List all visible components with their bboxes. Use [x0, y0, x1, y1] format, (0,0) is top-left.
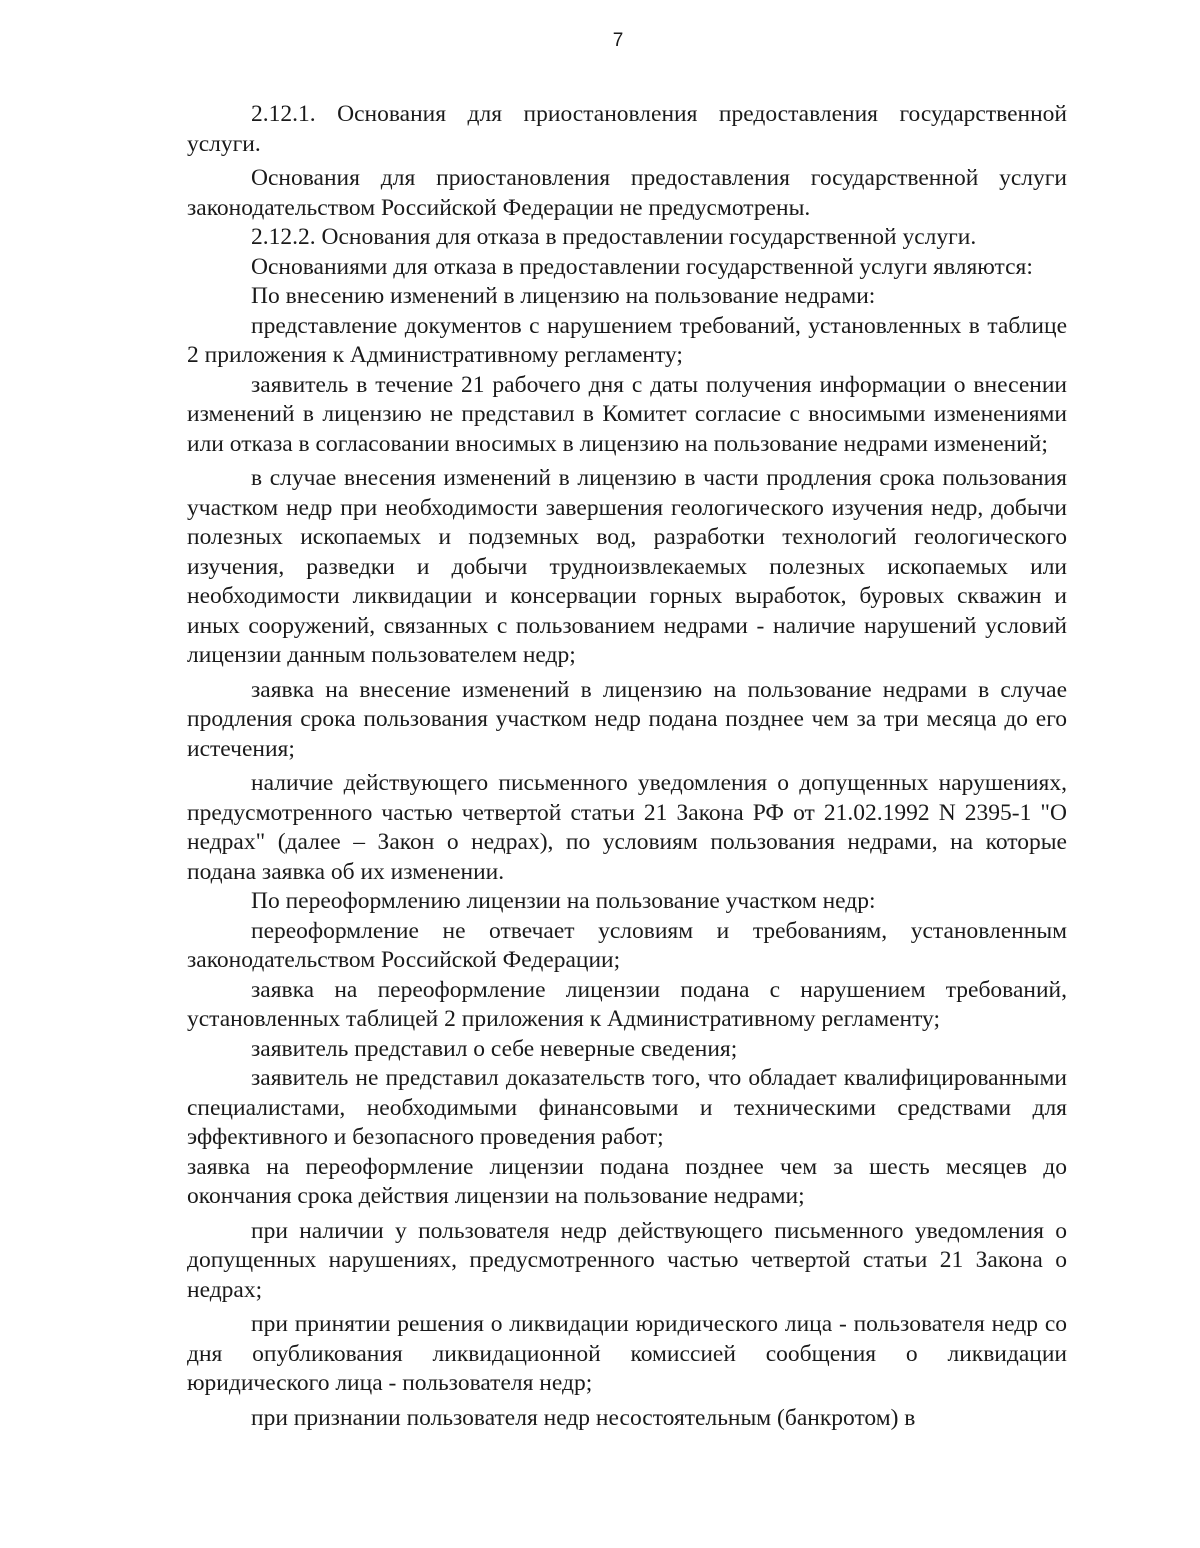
list-item: заявка на внесение изменений в лицензию на пользование недрами в случае продления срока пользования участком недр подана позднее чем за три месяца до его истечения; — [187, 676, 1067, 762]
list-item: при принятии решения о ликвидации юридического лица - пользователя недр со дня опубликования ликвидационной комиссией сообщения о ликвидации юридического лица - пользователя недр; — [187, 1311, 1067, 1396]
list-item: заявитель в течение 21 рабочего дня с даты получения информации о внесении изменений в лицензию не представил в Комитет согласие с вносимыми изменениями или отказа в согласовании вносимых в лицензию на пользование недрами изменений; — [187, 371, 1067, 457]
list-item: переоформление не отвечает условиям и требованиям, установленным законодательством Российской Федерации; — [187, 917, 1067, 973]
list-item: при наличии у пользователя недр действующего письменного уведомления о допущенных нарушениях, предусмотренного частью четвертой статьи 21 Закона о недрах; — [187, 1217, 1067, 1303]
list-item: заявитель представил о себе неверные сведения; — [251, 1035, 738, 1062]
paragraph: Основания для приостановления предоставления государственной услуги законодательством Российской Федерации не предусмотрены. — [187, 165, 1067, 221]
list-item: заявка на переоформление лицензии подана позднее чем за шесть месяцев до окончания срока действия лицензии на пользование недрами; — [187, 1153, 1067, 1209]
list-item: в случае внесения изменений в лицензию в части продления срока пользования участком недр при необходимости завершения геологического изучения недр, добычи полезных ископаемых и подземных вод, разработки технологий геологического изучения, разведки и добычи трудноизвлекаемых полезных ископаемых или необходимости ликвидации и консервации горных выработок, буровых скважин и иных сооружений, связанных с пользованием недрами - наличие нарушений условий лицензии данным пользователем недр; — [187, 465, 1067, 668]
list-item: заявка на переоформление лицензии подана с нарушением требований, установленных таблицей 2 приложения к Административному регламенту; — [187, 976, 1067, 1032]
page-number: 7 — [612, 30, 624, 51]
list-item: наличие действующего письменного уведомления о допущенных нарушениях, предусмотренного частью четвертой статьи 21 Закона РФ от 21.02.1992 N 2395-1 "О недрах" (далее – Закон о недрах), по условиям пользования недрами, на которые подана заявка об их изменении. — [187, 770, 1067, 885]
subsection-heading: По внесению изменений в лицензию на пользование недрами: — [251, 283, 876, 309]
subsection-heading: По переоформлению лицензии на пользование участком недр: — [251, 888, 876, 914]
list-item: при признании пользователя недр несостоятельным (банкротом) в — [251, 1404, 916, 1431]
paragraph-2-12-2: 2.12.2. Основания для отказа в предоставлении государственной услуги. — [251, 224, 977, 250]
document-body — [187, 100, 1067, 1433]
paragraph-2-12-1: 2.12.1. Основания для приостановления предоставления государственной услуги. — [187, 101, 1067, 157]
paragraph: Основаниями для отказа в предоставлении государственной услуги являются: — [251, 253, 1033, 280]
list-item: представление документов с нарушением требований, установленных в таблице 2 приложения к Административному регламенту; — [187, 312, 1067, 368]
list-item: заявитель не представил доказательств того, что обладает квалифицированными специалистами, необходимыми финансовыми и техническими средствами для эффективного и безопасного проведения работ; — [187, 1065, 1067, 1150]
